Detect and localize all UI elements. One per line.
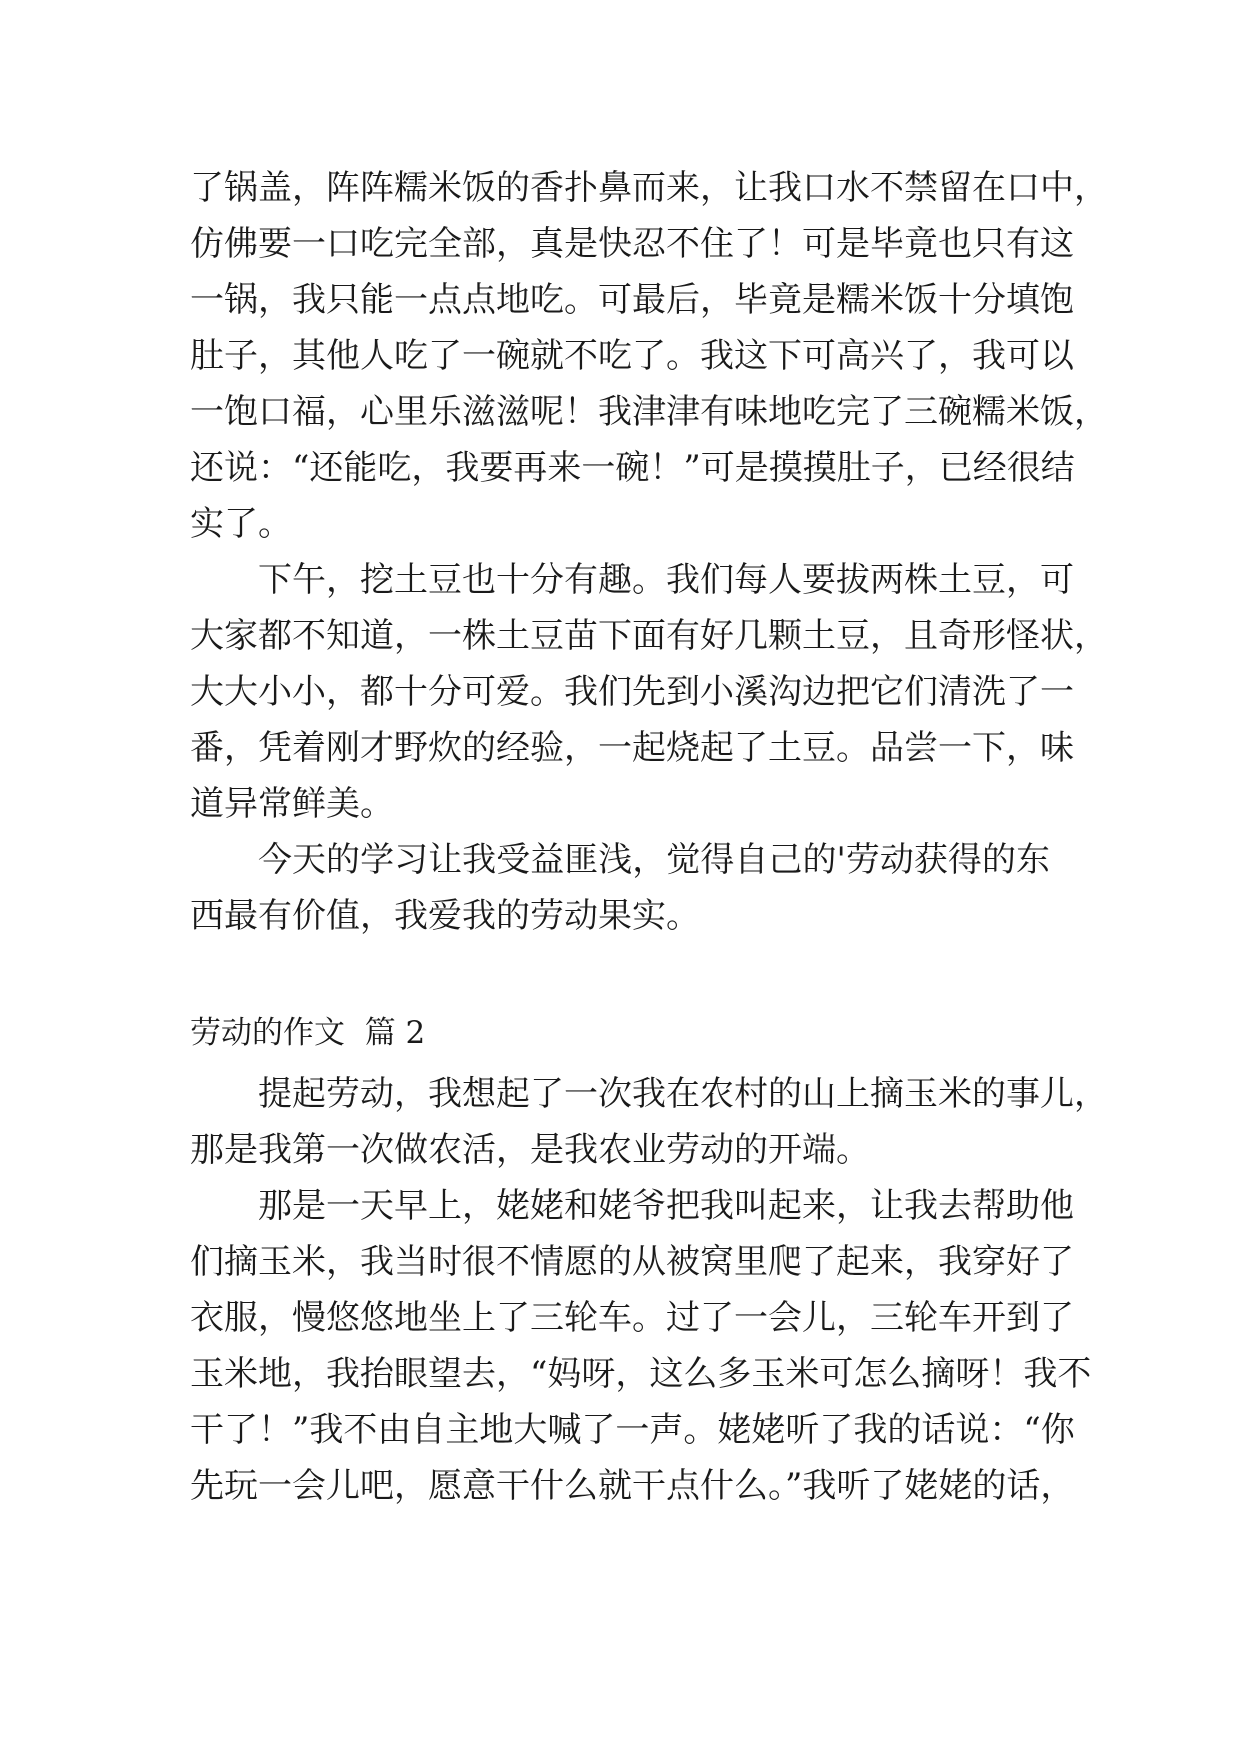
text-line: 还说：“还能吃，我要再来一碗！”可是摸摸肚子，已经很结 [190, 448, 1075, 488]
text-line: 番，凭着刚才野炊的经验，一起烧起了土豆。品尝一下，味 [190, 728, 1074, 768]
paragraph-first-line: 下午，挖土豆也十分有趣。我们每人要拔两株土豆，可 [258, 560, 1074, 600]
paragraph-first-line: 今天的学习让我受益匪浅，觉得自己的'劳动获得的东 [258, 840, 1050, 880]
text-line: 衣服，慢悠悠地坐上了三轮车。过了一会儿，三轮车开到了 [190, 1298, 1074, 1338]
text-line: 大家都不知道，一株土豆苗下面有好几颗土豆，且奇形怪状， [190, 616, 1108, 656]
text-line: 肚子，其他人吃了一碗就不吃了。我这下可高兴了，我可以 [190, 336, 1074, 376]
text-line: 干了！”我不由自主地大喊了一声。姥姥听了我的话说：“你 [190, 1410, 1075, 1450]
section-heading: 劳动的作文 篇 2 [190, 1015, 426, 1051]
text-line: 西最有价值，我爱我的劳动果实。 [190, 896, 700, 936]
text-line: 们摘玉米，我当时很不情愿的从被窝里爬了起来，我穿好了 [190, 1242, 1074, 1282]
text-line: 实了。 [190, 504, 292, 544]
text-line: 大大小小，都十分可爱。我们先到小溪沟边把它们清洗了一 [190, 672, 1074, 712]
text-line: 玉米地，我抬眼望去，“妈呀，这么多玉米可怎么摘呀！我不 [190, 1354, 1092, 1394]
text-line: 仿佛要一口吃完全部，真是快忍不住了！可是毕竟也只有这 [190, 224, 1074, 264]
text-line: 一锅，我只能一点点地吃。可最后，毕竟是糯米饭十分填饱 [190, 280, 1074, 320]
paragraph-first-line: 提起劳动，我想起了一次我在农村的山上摘玉米的事儿， [258, 1074, 1108, 1114]
text-line: 那是我第一次做农活，是我农业劳动的开端。 [190, 1130, 870, 1170]
text-line: 先玩一会儿吧，愿意干什么就干点什么。”我听了姥姥的话， [190, 1466, 1075, 1506]
text-line: 一饱口福，心里乐滋滋呢！我津津有味地吃完了三碗糯米饭， [190, 392, 1108, 432]
text-line: 了锅盖，阵阵糯米饭的香扑鼻而来，让我口水不禁留在口中， [190, 168, 1108, 208]
text-line: 道异常鲜美。 [190, 784, 394, 824]
paragraph-first-line: 那是一天早上，姥姥和姥爷把我叫起来，让我去帮助他 [258, 1186, 1074, 1226]
